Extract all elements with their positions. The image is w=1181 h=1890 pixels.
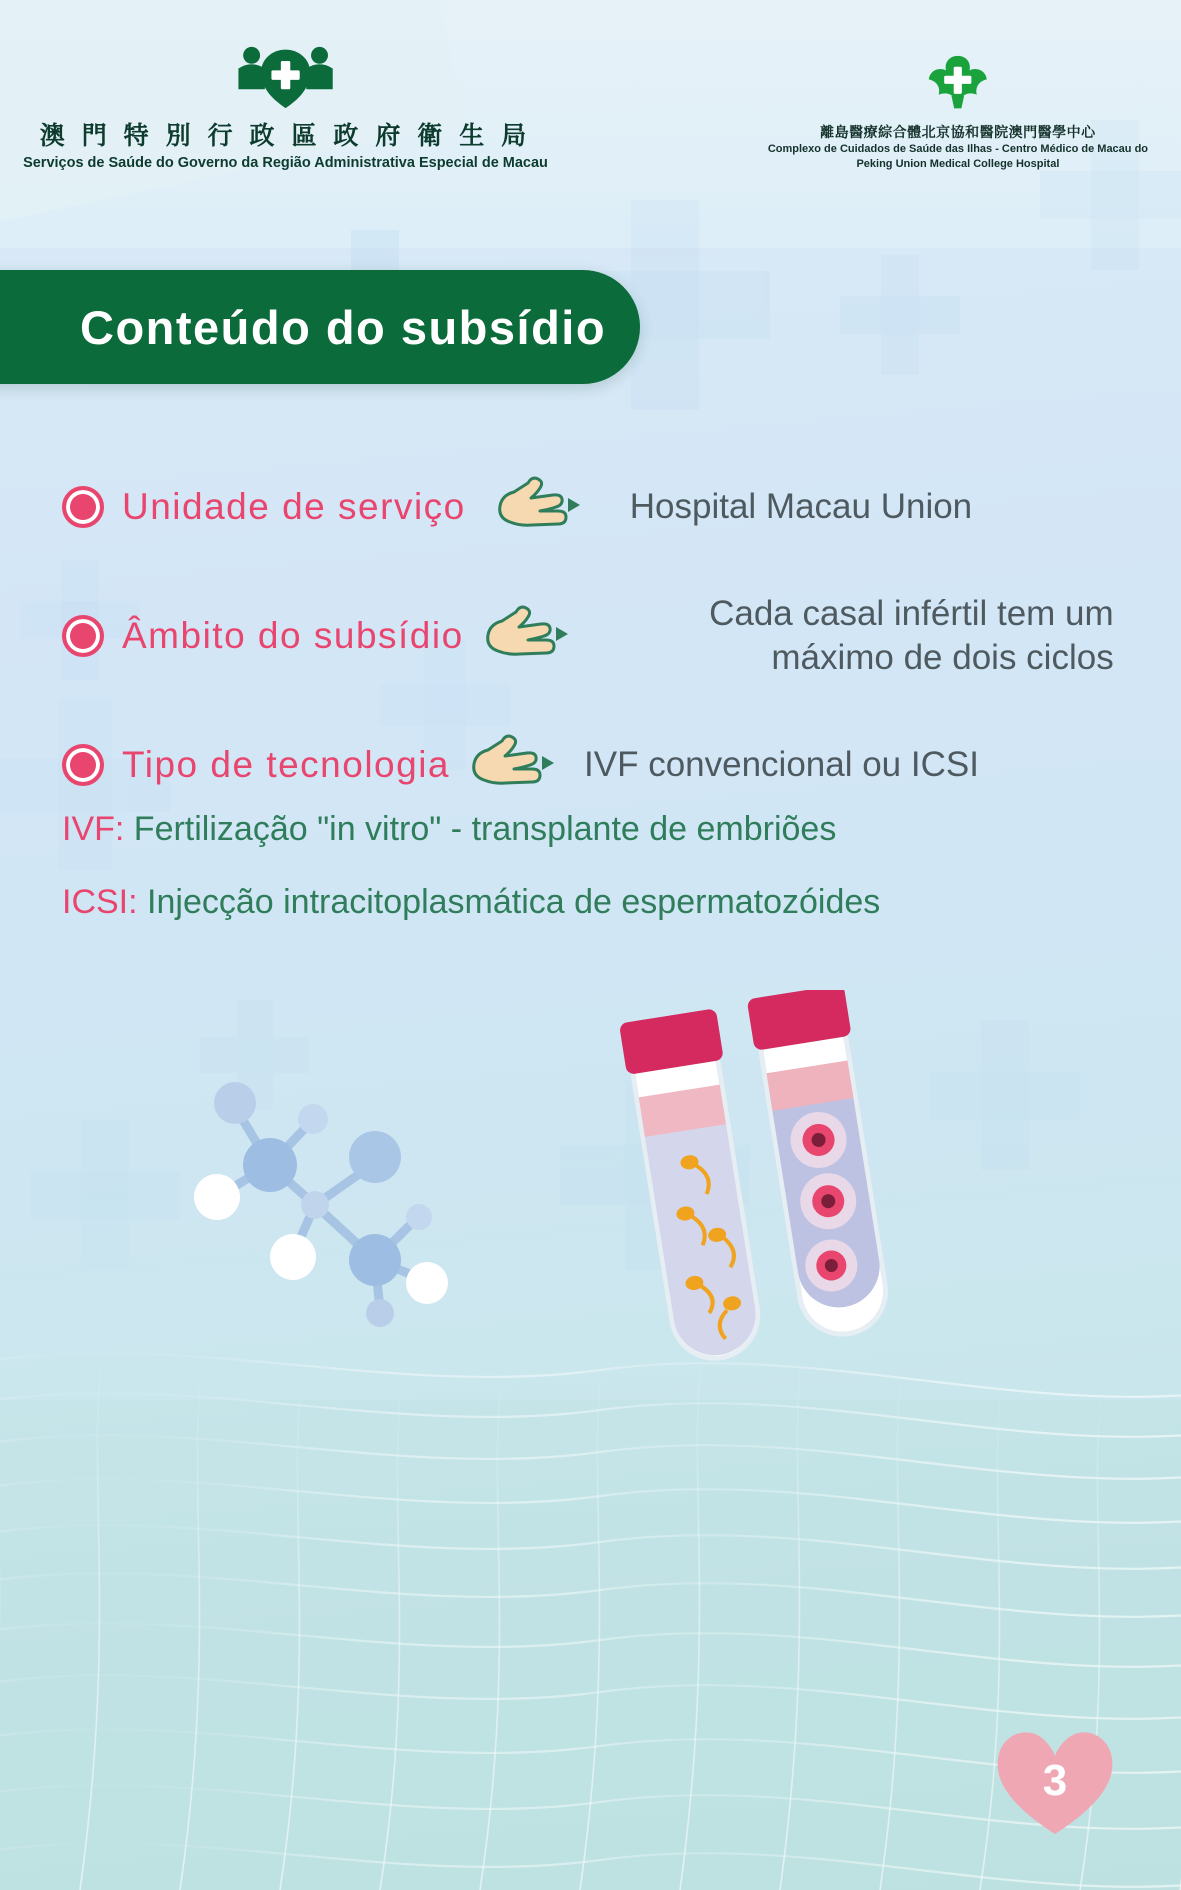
legend-key: ICSI:	[62, 883, 138, 921]
pointing-hand-icon	[494, 472, 590, 542]
logo-right-title-pt: Complexo de Cuidados de Saúde das Ilhas - Centro Médico de Macau do Peking Union Medical College Hospital	[767, 142, 1149, 170]
logo-right-title-cn: 離島醫療綜合體北京協和醫院澳門醫學中心	[820, 124, 1096, 140]
detail-value: Hospital Macau Union	[629, 487, 973, 527]
bullet-icon	[62, 744, 104, 786]
detail-label: Unidade de serviço	[122, 486, 466, 527]
abbreviation-legend	[62, 810, 1132, 956]
bullet-icon	[62, 486, 104, 528]
detail-row-subsidy-scope	[62, 592, 1132, 680]
detail-label: Âmbito do subsídio	[122, 614, 464, 656]
pointing-hand-icon	[482, 601, 578, 671]
legend-text: Injecção intracitoplasmática de espermatozóides	[147, 883, 881, 921]
logo-right	[758, 54, 1158, 172]
detail-label: Tipo de tecnologia	[122, 743, 451, 785]
pointing-hand-icon	[468, 730, 564, 800]
section-title-banner	[0, 270, 640, 384]
islands-healthcare-complex-logo-icon	[917, 54, 999, 112]
macau-health-bureau-logo-icon	[229, 44, 342, 110]
detail-row-service-unit	[62, 468, 1132, 546]
bullet-icon	[62, 615, 104, 657]
test-tube-eggs	[747, 990, 898, 1341]
decor-cross	[840, 255, 960, 375]
logo-left	[23, 44, 548, 171]
detail-row-technology-type	[62, 726, 1132, 804]
header	[0, 44, 1181, 172]
detail-value: Cada casal infértil tem um máximo de dois ciclos	[709, 594, 1114, 677]
legend-line-ivf	[62, 810, 1132, 849]
test-tubes-illustration	[545, 990, 965, 1410]
logo-left-title-pt: Serviços de Saúde do Governo da Região Administrativa Especial de Macau	[23, 155, 548, 172]
page-title: Conteúdo do subsídio	[80, 300, 607, 354]
page-number: 3	[1042, 1756, 1068, 1805]
legend-text: Fertilização "in vitro" - transplante de embriões	[133, 810, 837, 848]
subsidy-details-list	[62, 468, 1132, 850]
page-number-badge	[985, 1710, 1125, 1850]
detail-value: IVF convencional ou ICSI	[584, 744, 979, 784]
legend-line-icsi	[62, 883, 1132, 922]
logo-left-title-cn: 澳 門 特 別 行 政 區 政 府 衛 生 局	[39, 122, 532, 150]
test-tube-sperm	[619, 1008, 770, 1365]
legend-key: IVF:	[62, 810, 125, 848]
molecule-illustration	[175, 1045, 535, 1345]
